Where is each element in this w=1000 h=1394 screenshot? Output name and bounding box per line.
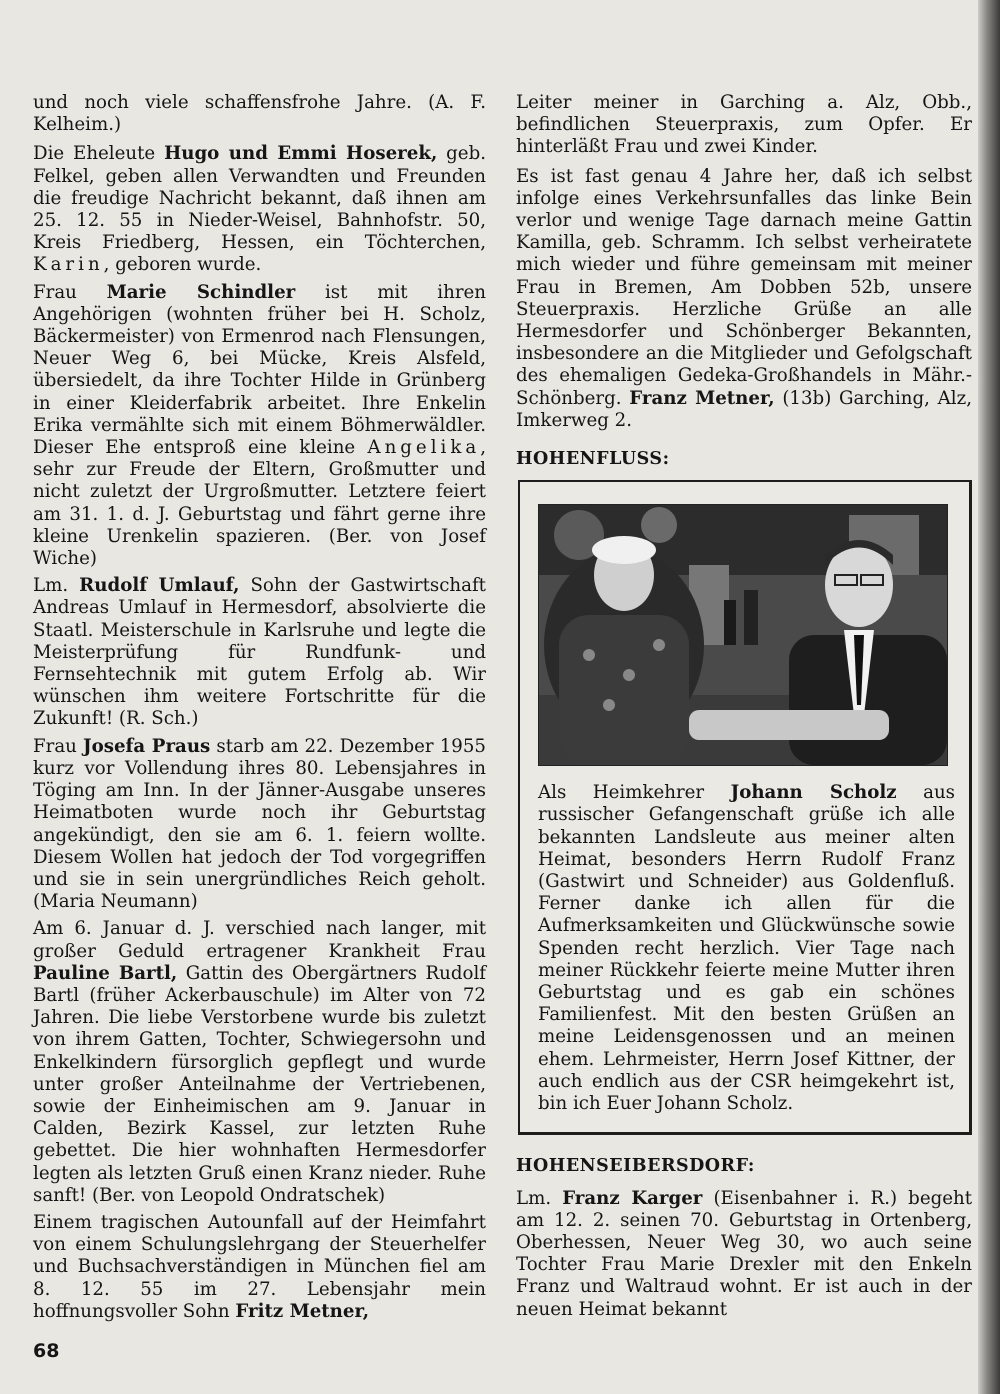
section-heading-hohenseibersdorf: HOHENSEIBERSDORF:	[516, 1156, 755, 1177]
section-heading-hohenfluss: HOHENFLUSS:	[516, 449, 670, 470]
person-name: Johann Scholz	[730, 782, 897, 804]
paragraph-schindler: Frau Marie Schindler ist mit ihren Angehörigen (wohnten früher bei H. Scholz, Bäckermeister) von Ermenrod nach Flensungen, Neuer Weg 6, bei Mücke, Kreis Alsfeld, übersiedelt, da ihre Tochter Hilde in Grünberg in einer Kleiderfabrik arbeitet. Ihre Enkelin Erika vermählte sich mit einem Böhmerwäldler. Dieser Ehe entsproß eine kleine Angelika, sehr zur Freude der Eltern, Großmutter und nicht zuletzt der Urgroßmutter. Letztere feiert am 31. 1. d. J. Geburtstag und fährt gerne ihre kleine Urenkelin spazieren. (Ber. von Josef Wiche)	[33, 281, 487, 570]
left-column	[33, 92, 486, 1328]
paragraph-metner-continued: Leiter meiner in Garching a. Alz, Obb., befindlichen Steuerpraxis, zum Opfer. Er hinterläßt Frau und zwei Kinder.	[516, 92, 972, 158]
person-name: Rudolf Umlauf,	[79, 575, 240, 597]
person-name: Franz Karger	[562, 1187, 703, 1209]
paragraph-metner-letter: Es ist fast genau 4 Jahre her, daß ich selbst infolge eines Verkehrsunfalles das linke Bein verlor und wenige Tage darnach meine Gattin Kamilla, geb. Schramm. Ich selbst verheiratete mich wieder und führe gemeinsam mit meiner Frau in Bremen, Am Dobben 52b, unsere Steuerpraxis. Herzliche Grüße an alle Hermesdorfer und Schönberger Bekannten, insbesondere an die Mitglieder und Gefolgschaft des ehemaligen Gedeka-Großhandels in Mähr.-Schönberg. Franz Metner, (13b) Garching, Alz, Imkerweg 2.	[516, 165, 972, 431]
person-name: Marie Schindler	[106, 281, 296, 303]
person-name: Fritz Metner,	[235, 1300, 370, 1322]
paragraph-bartl: Am 6. Januar d. J. verschied nach langer, mit großer Geduld ertragener Krankheit Frau Pauline Bartl, Gattin des Obergärtners Rudolf Bartl (früher Ackerbauschule) im Alter von 72 Jahren. Die liebe Verstorbene wurde bis zuletzt von ihrem Gatten, Tochter, Schwiegersohn und Enkelkindern fürsorglich gepflegt und wurde unter großer Anteilnahme der Vertriebenen, sowie der Einheimischen am 9. Januar in Calden, Bezirk Kassel, zur letzten Ruhe gebettet. Die hier wohnhaften Hermesdorfer legten als letzten Gruß einen Kranz nieder. Ruhe sanft! (Ber. von Leopold Ondratschek)	[33, 918, 486, 1206]
paragraph-metner-start: Einem tragischen Autounfall auf der Heimfahrt von einem Schulungslehrgang der Steuerhelfer und Buchsachverständigen in München fiel am 8. 12. 55 im 27. Lebensjahr mein hoffnungsvoller Sohn Fritz Metner,	[33, 1211, 486, 1322]
person-name: Pauline Bartl,	[33, 962, 178, 984]
paragraph-umlauf: Lm. Rudolf Umlauf, Sohn der Gastwirtschaft Andreas Umlauf in Hermesdorf, absolvierte die Staatl. Meisterschule in Karlsruhe und legte die Meisterprüfung für Rundfunk- und Fernsehtechnik mit gutem Erfolg ab. Wir wünschen ihm weitere Fortschritte für die Zukunft! (R. Sch.)	[33, 575, 486, 730]
page-number: 68	[33, 1340, 60, 1362]
right-column	[516, 92, 972, 1326]
person-name: Josefa Praus	[82, 735, 211, 757]
photo-scholz-family	[538, 504, 948, 766]
photo-box	[518, 480, 972, 1135]
paragraph-karger: Lm. Franz Karger (Eisenbahner i. R.) begeht am 12. 2. seinen 70. Geburtstag in Ortenberg, Oberhessen, Neuer Weg 30, wo auch seine Tochter Frau Marie Drexler mit den Enkeln Franz und Waltraud wohnt. Er ist auch in der neuen Heimat bekannt	[516, 1187, 973, 1320]
person-name: Franz Metner,	[629, 387, 775, 409]
paragraph-hoserek: Die Eheleute Hugo und Emmi Hoserek, geb. Felkel, geben allen Verwandten und Freunden die freudige Nachricht bekannt, daß ihnen am 25. 12. 55 in Nieder-Weisel, Bahnhofstr. 50, Kreis Friedberg, Hessen, ein Töchterchen, Karin, geboren wurde.	[33, 143, 486, 276]
paragraph-praus: Frau Josefa Praus starb am 22. Dezember 1955 kurz vor Vollendung ihres 80. Lebensjahres in Töging am Inn. In der Jänner-Ausgabe unseres Heimatboten wurde noch ihr Geburtstag angekündigt, den sie am 6. 1. feiern wollte. Diesem Wollen hat jedoch der Tod vorgegriffen und sie in sein unergründliches Reich geholt. (Maria Neumann)	[33, 735, 486, 913]
paragraph-continuation: und noch viele schaffensfrohe Jahre. (A. F. Kelheim.)	[33, 92, 486, 136]
page-edge-shadow	[978, 0, 1000, 1394]
person-name: Hugo und Emmi Hoserek,	[164, 143, 438, 165]
photo-caption: Als Heimkehrer Johann Scholz aus russischer Gefangenschaft grüße ich alle bekannten Landsleute aus meiner alten Heimat, besonders Herrn Rudolf Franz (Gastwirt und Schneider) aus Goldenfluß. Ferner danke ich allen für die Aufmerksamkeiten und Glückwünsche sowie Spenden recht herzlich. Vier Tage nach meiner Rückkehr feierte meine Mutter ihren Geburtstag und es gab ein schönes Familienfest. Mit den besten Grüßen an meine Leidensgenossen und an meinen ehem. Lehrmeister, Herrn Josef Kittner, der auch endlich aus der CSR heimgekehrt ist, bin ich Euer Johann Scholz.	[538, 782, 955, 1115]
